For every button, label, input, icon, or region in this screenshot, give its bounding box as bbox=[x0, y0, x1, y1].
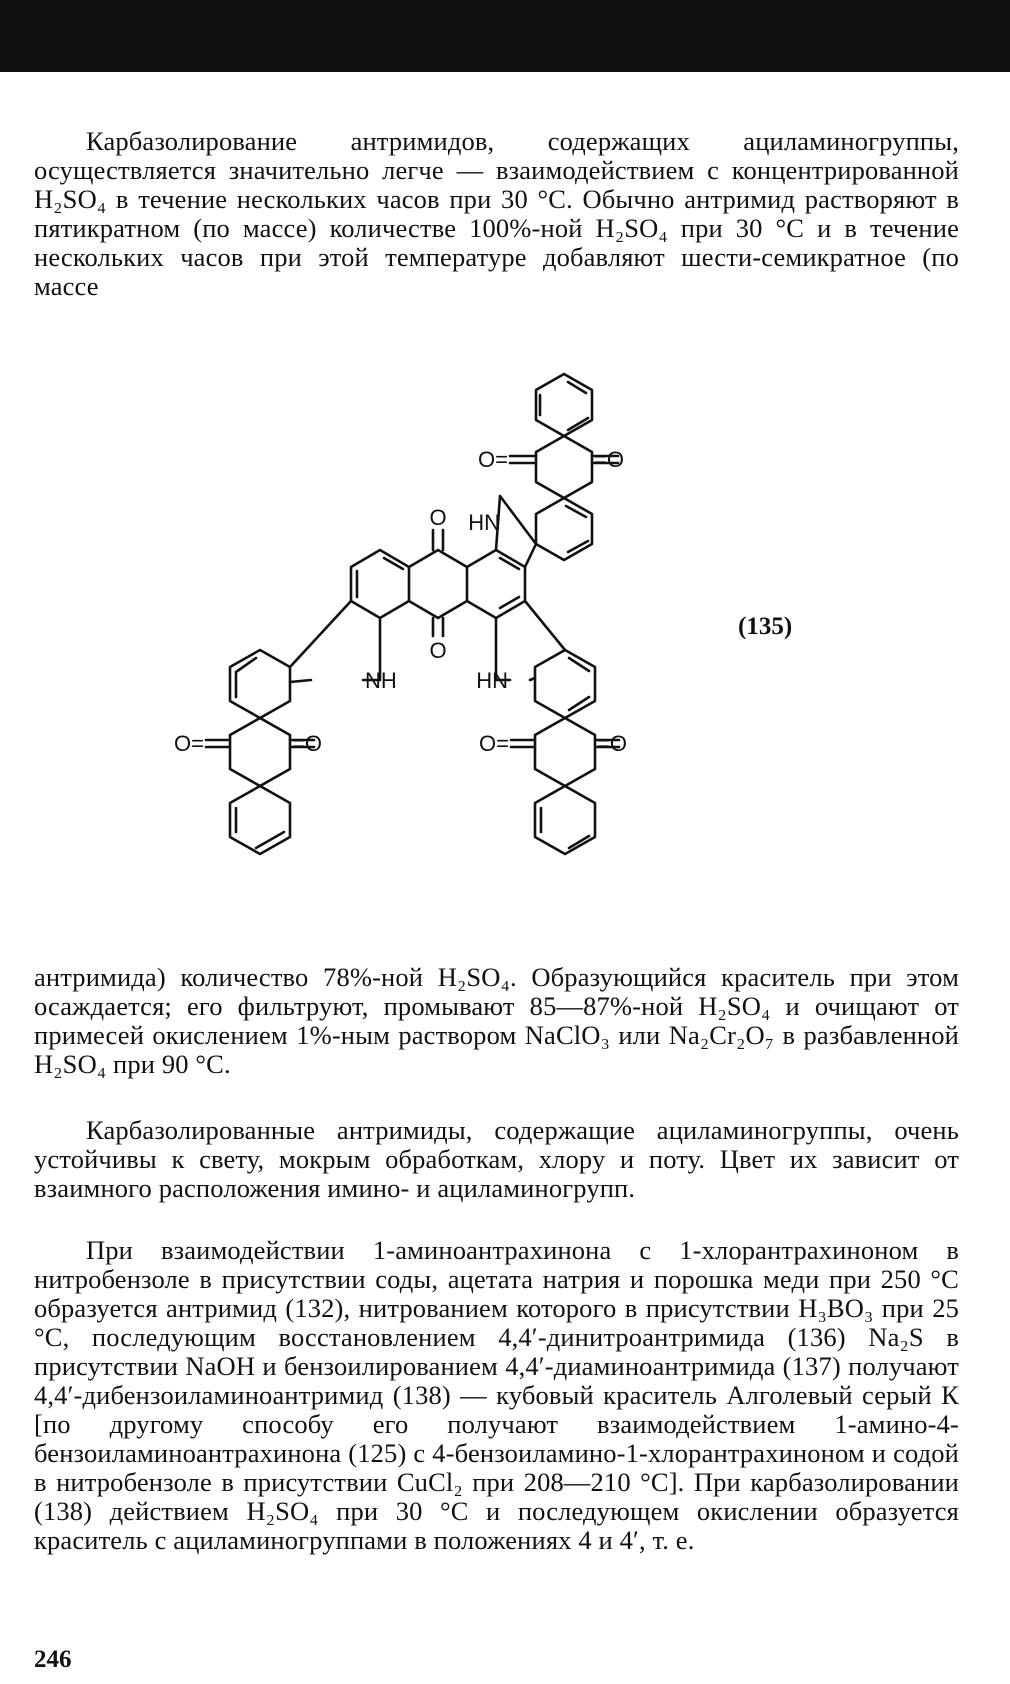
paragraph-2: антримида) количество 78%-ной H₂SO₄. Образующийся краситель при этом осаждается; его фильтруют, промывают 85—87%-ной H₂SO₄ и очищают от примесей окислением 1%-ным раствором NaClO₃ или Na₂Cr₂O₇ в разбавленной H₂SO₄ при 90 °С. bbox=[34, 962, 959, 1079]
hn-label-top: HN bbox=[468, 510, 500, 535]
chemical-structure bbox=[0, 360, 1010, 900]
carbonyl-label-right-right: =O bbox=[597, 731, 627, 756]
page-number: 246 bbox=[34, 1646, 72, 1673]
paragraph-4: При взаимодействии 1-аминоантрахинона с 1-хлорантрахиноном в нитробензоле в присутствии соды, ацетата натрия и порошка меди при 250 °С образуется антримид (132), нитрованием которого в присутствии H₃BO₃ при 25 °С, последующим восстановлением 4,4′-динитроантримида (136) Na₂S в присутствии NaOH и бензоилированием 4,4′-диаминоантримида (137) получают 4,4′-дибензоиламиноантримид (138) — кубовый краситель Алголевый серый К [по другому способу его получают взаимодействием 1-амино-4-бензоиламиноантрахинона (125) с 4-бензоиламино-1-хлорантрахиноном и содой в нитробензоле в присутствии CuCl₂ при 208—210 °С]. При карбазолировании (138) действием H₂SO₄ при 30 °С и последующем окислении образуется краситель с ациламиногруппами в положениях 4 и 4′, т. е. bbox=[34, 1235, 959, 1555]
anthraquinone-left bbox=[230, 650, 290, 854]
compound-number: (135) bbox=[738, 613, 793, 640]
carbonyl-label-top-left: O= bbox=[478, 447, 508, 472]
carbonyl-label-left-right: =O bbox=[292, 731, 322, 756]
oxygen-label-center-top: O bbox=[429, 505, 447, 530]
anthraquinone-top bbox=[536, 374, 592, 560]
top-black-bar bbox=[0, 0, 1010, 72]
nh-label-left: NH bbox=[365, 668, 397, 693]
oxygen-label-center-bottom: O bbox=[429, 638, 447, 663]
anthraquinone-center bbox=[351, 550, 525, 618]
carbonyl-label-top-right: =O bbox=[594, 447, 624, 472]
carbonyl-label-left-left: O= bbox=[174, 731, 204, 756]
hn-label-right: HN bbox=[476, 668, 508, 693]
anthraquinone-right bbox=[535, 650, 595, 854]
carbonyl-label-right-left: O= bbox=[479, 731, 509, 756]
paragraph-1: Карбазолирование антримидов, содержащих ациламиногруппы, осуществляется значительно легче — взаимодействием с концентрированной H₂SO₄ в течение нескольких часов при 30 °С. Обычно антримид растворяют в пятикратном (по массе) количестве 100%-ной H₂SO₄ при 30 °С и в течение нескольких часов при этой температуре добавляют шести-семикратное (по массе bbox=[34, 126, 959, 301]
paragraph-3: Карбазолированные антримиды, содержащие ациламиногруппы, очень устойчивы к свету, мокрым обработкам, хлору и поту. Цвет их зависит от взаимного расположения имино- и ациламиногрупп. bbox=[34, 1115, 959, 1203]
carbonyl-bonds bbox=[206, 456, 619, 747]
